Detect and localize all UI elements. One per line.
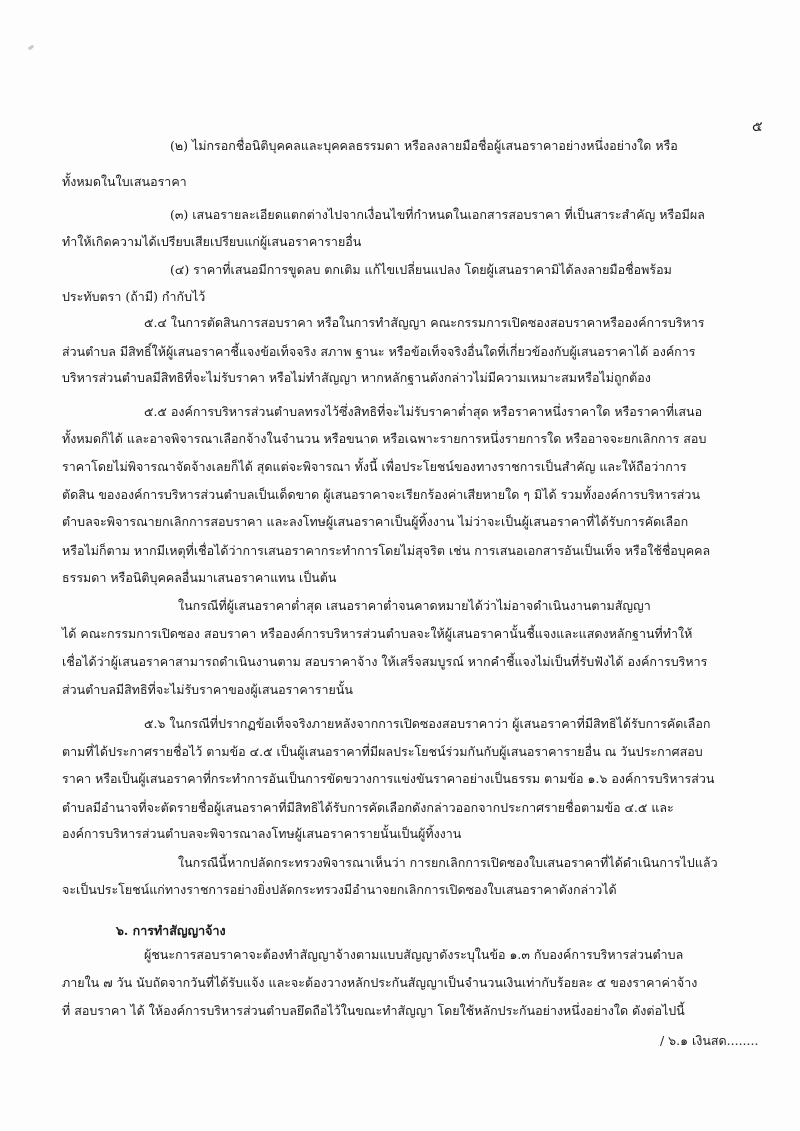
- line-clause-5-5-e: ตำบลจะพิจารณายกเลิกการสอบราคา และลงโทษผู้เสนอราคาเป็นผู้ทิ้งงาน ไม่ว่าจะเป็นผู้เสนอราคาที่ได้รับการคัดเลือก: [62, 514, 689, 529]
- line-cancel-case: ในกรณีนี้หากปลัดกระทรวงพิจารณาเห็นว่า การยกเลิกการเปิดซองใบเสนอราคาที่ได้ดำเนินการไปแล้ว: [178, 855, 718, 870]
- line-clause-5-4-c: บริหารส่วนตำบลมีสิทธิที่จะไม่รับราคา หรือไม่ทำสัญญา หากหลักฐานดังกล่าวไม่มีความเหมาะสมหรือไม่ถูกต้อง: [62, 370, 651, 385]
- line-clause-5-6-e: องค์การบริหารส่วนตำบลจะพิจารณาลงโทษผู้เสนอราคารายนั้นเป็นผู้ทิ้งงาน: [62, 826, 462, 841]
- section-heading: ๖. การทำสัญญาจ้าง: [116, 923, 226, 938]
- continuation-marker: / ๖.๑ เงินสด........: [660, 1033, 759, 1048]
- line-clause-5-5: ๕.๕ องค์การบริหารส่วนตำบลทรงไว้ซึ่งสิทธิที่จะไม่รับราคาต่ำสุด หรือราคาหนึ่งราคาใด หรือราคาที่เสนอ: [144, 404, 703, 419]
- line-clause-5-5-c: ราคาโดยไม่พิจารณาจัดจ้างเลยก็ได้ สุดแต่จะพิจารณา ทั้งนี้ เพื่อประโยชน์ของทางราชการเป็นสำคัญ และให้ถือว่าการ: [62, 459, 687, 474]
- line-lowest-bid-d: ส่วนตำบลมีสิทธิที่จะไม่รับราคาของผู้เสนอราคารายนั้น: [62, 682, 353, 697]
- line-item-3: (๓) เสนอรายละเอียดแตกต่างไปจากเงื่อนไขที่กำหนดในเอกสารสอบราคา ที่เป็นสาระสำคัญ หรือมีผล: [170, 207, 705, 222]
- line-clause-5-5-b: ทั้งหมดก็ได้ และอาจพิจารณาเลือกจ้างในจำนวน หรือขนาด หรือเฉพาะรายการหนึ่งรายการใด หรืออาจจะยกเลิกการ สอบ: [62, 431, 707, 446]
- line-item-2-cont: ทั้งหมดในใบเสนอราคา: [62, 174, 187, 189]
- line-item-4-cont: ประทับตรา (ถ้ามี) กำกับไว้: [62, 289, 206, 304]
- line-clause-5-5-f: หรือไม่ก็ตาม หากมีเหตุที่เชื่อได้ว่าการเสนอราคากระทำการโดยไม่สุจริต เช่น การเสนอเอกสารอันเป็นเท็จ หรือใช้ชื่อบุคคล: [62, 543, 711, 558]
- line-clause-5-6: ๕.๖ ในกรณีที่ปรากฏข้อเท็จจริงภายหลังจากการเปิดซองสอบราคาว่า ผู้เสนอราคาที่มีสิทธิได้รับการคัดเลือก: [144, 716, 711, 731]
- line-item-3-cont: ทำให้เกิดความได้เปรียบเสียเปรียบแก่ผู้เสนอราคารายอื่น: [62, 234, 362, 249]
- line-clause-5-4-b: ส่วนตำบล มีสิทธิ์ให้ผู้เสนอราคาชี้แจงข้อเท็จจริง สภาพ ฐานะ หรือข้อเท็จจริงอื่นใดที่เกี่ยวข้องกับผู้เสนอราคาได้ องค์การ: [62, 344, 696, 359]
- line-contract: ผู้ชนะการสอบราคาจะต้องทำสัญญาจ้างตามแบบสัญญาดังระบุในข้อ ๑.๓ กับองค์การบริหารส่วนตำบล: [144, 947, 684, 962]
- line-lowest-bid-c: เชื่อได้ว่าผู้เสนอราคาสามารถดำเนินงานตาม สอบราคาจ้าง ให้เสร็จสมบูรณ์ หากคำชี้แจงไม่เป็นที่รับฟังได้ องค์การบริหาร: [62, 654, 708, 669]
- line-clause-5-6-b: ตามที่ได้ประกาศรายชื่อไว้ ตามข้อ ๔.๕ เป็นผู้เสนอราคาที่มีผลประโยชน์ร่วมกันกับผู้เสนอราคารายอื่น ณ วันประกาศสอบ: [62, 744, 703, 759]
- line-clause-5-4: ๕.๔ ในการตัดสินการสอบราคา หรือในการทำสัญญา คณะกรรมการเปิดซองสอบราคาหรือองค์การบริหาร: [144, 315, 705, 330]
- line-contract-b: ภายใน ๗ วัน นับถัดจากวันที่ได้รับแจ้ง และจะต้องวางหลักประกันสัญญาเป็นจำนวนเงินเท่ากับร้อยละ ๕ ของราคาค่าจ้าง: [62, 975, 698, 990]
- line-clause-5-6-c: ราคา หรือเป็นผู้เสนอราคาที่กระทำการอันเป็นการขัดขวางการแข่งขันราคาอย่างเป็นธรรม ตามข้อ ๑.๖ องค์การบริหารส่วน: [62, 771, 715, 786]
- line-clause-5-5-d: ตัดสิน ขององค์การบริหารส่วนตำบลเป็นเด็ดขาด ผู้เสนอราคาจะเรียกร้องค่าเสียหายใด ๆ มิได้ รวมทั้งองค์การบริหารส่วน: [62, 487, 701, 502]
- line-lowest-bid-b: ได้ คณะกรรมการเปิดซอง สอบราคา หรือองค์การบริหารส่วนตำบลจะให้ผู้เสนอราคานั้นชี้แจงและแสดงหลักฐานที่ทำให้: [62, 626, 693, 641]
- line-item-4: (๔) ราคาที่เสนอมีการขูดลบ ตกเติม แก้ไขเปลี่ยนแปลง โดยผู้เสนอราคามิได้ลงลายมือชื่อพร้อม: [170, 262, 672, 277]
- line-item-2: (๒) ไม่กรอกชื่อนิติบุคคลและบุคคลธรรมดา หรือลงลายมือชื่อผู้เสนอราคาอย่างหนึ่งอย่างใด หรือ: [170, 138, 678, 153]
- page-number: ๕: [752, 119, 763, 135]
- line-clause-5-5-g: ธรรมดา หรือนิติบุคคลอื่นมาเสนอราคาแทน เป็นต้น: [62, 570, 337, 585]
- line-cancel-case-b: จะเป็นประโยชน์แก่ทางราชการอย่างยิ่งปลัดกระทรวงมีอำนาจยกเลิกการเปิดซองใบเสนอราคาดังกล่าวได้: [62, 882, 617, 897]
- line-lowest-bid: ในกรณีที่ผู้เสนอราคาต่ำสุด เสนอราคาต่ำจนคาดหมายได้ว่าไม่อาจดำเนินงานตามสัญญา: [178, 598, 651, 613]
- line-clause-5-6-d: ตำบลมีอำนาจที่จะตัดรายชื่อผู้เสนอราคาที่มีสิทธิได้รับการคัดเลือกดังกล่าวออกจากประกาศรายชื่อตามข้อ ๔.๕ และ: [62, 800, 674, 815]
- scan-speck: [28, 45, 35, 51]
- line-contract-c: ที่ สอบราคา ได้ ให้องค์การบริหารส่วนตำบลยึดถือไว้ในขณะทำสัญญา โดยใช้หลักประกันอย่างหนึ่งอย่างใด ดังต่อไปนี้: [62, 1003, 685, 1018]
